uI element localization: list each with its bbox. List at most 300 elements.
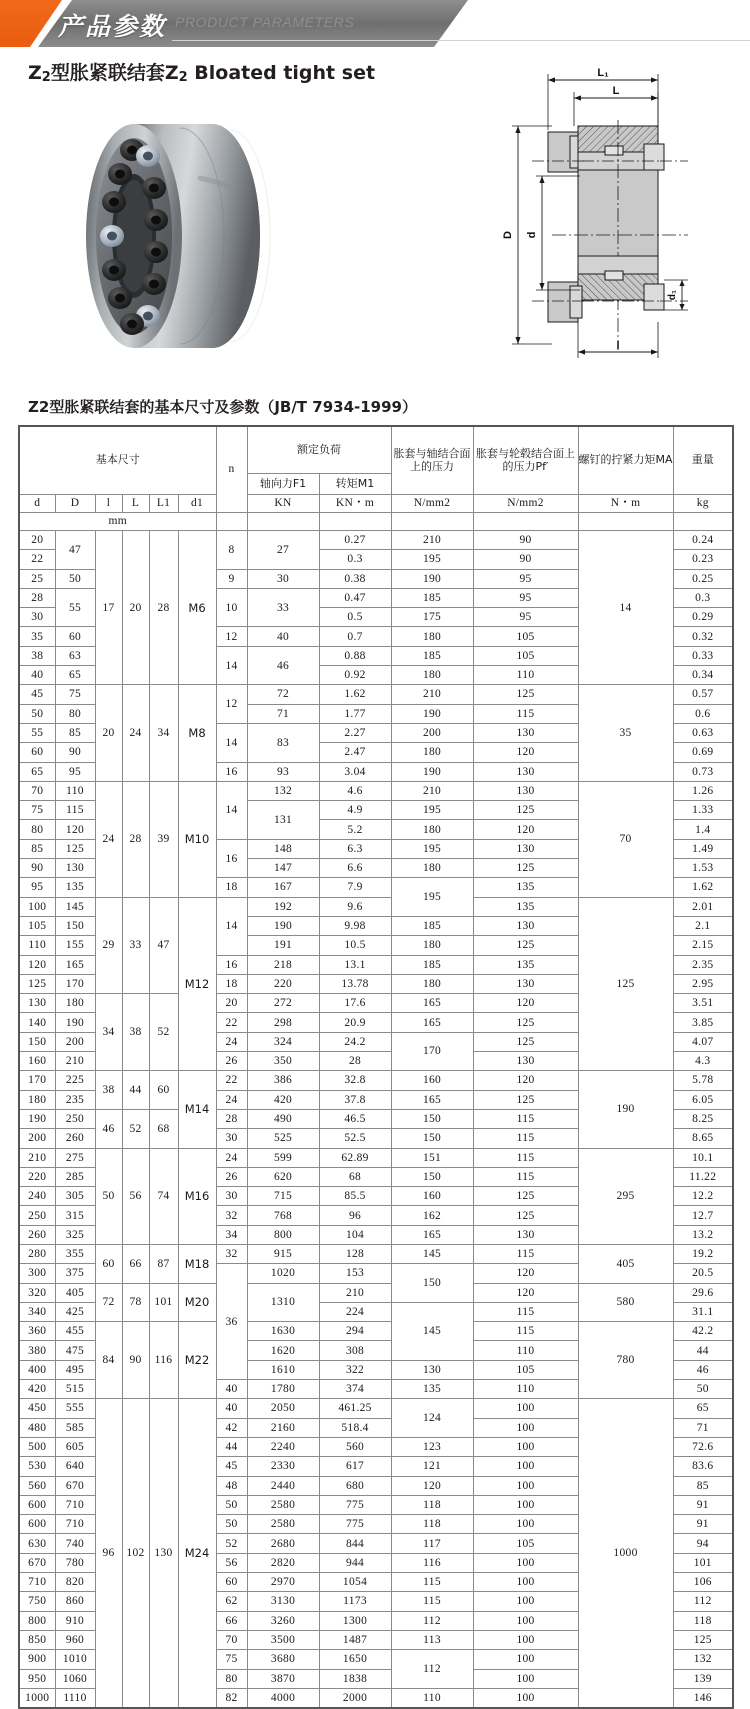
cell-m1: 461.25: [319, 1399, 391, 1418]
cell-m1: 128: [319, 1244, 391, 1263]
cell-w: 85: [673, 1476, 733, 1495]
cell-l1: 116: [149, 1322, 178, 1399]
cell-n: 50: [216, 1515, 247, 1534]
cell-w: 106: [673, 1573, 733, 1592]
cell-pf: 100: [473, 1457, 578, 1476]
cell-l: 38: [122, 994, 149, 1071]
cell-pf: 115: [473, 1322, 578, 1341]
cell-n: 14: [216, 897, 247, 955]
cell-pf: 100: [473, 1495, 578, 1514]
cell-n: 32: [216, 1206, 247, 1225]
cell-d: 70: [19, 781, 55, 800]
cell-n: 60: [216, 1573, 247, 1592]
cell-l: 46: [95, 1109, 122, 1148]
cell-d: 800: [19, 1611, 55, 1630]
cell-w: 1.62: [673, 878, 733, 897]
cell-d: 45: [19, 685, 55, 704]
th-sym-d1: d1: [178, 495, 216, 513]
cell-p: 113: [391, 1630, 473, 1649]
cell-m1: 6.3: [319, 839, 391, 858]
cell-d: 22: [19, 550, 55, 569]
cell-n: 22: [216, 1071, 247, 1090]
cell-f1: 71: [247, 704, 319, 723]
th-unit-nm: N・m: [578, 495, 673, 513]
cell-m1: 52.5: [319, 1129, 391, 1148]
cell-d: 160: [19, 1052, 55, 1071]
cell-n: 14: [216, 646, 247, 685]
cell-l: 90: [122, 1322, 149, 1399]
cell-w: 65: [673, 1399, 733, 1418]
cell-n: 16: [216, 955, 247, 974]
cell-p: 130: [391, 1360, 473, 1379]
cell-w: 20.5: [673, 1264, 733, 1283]
cell-d: 360: [19, 1322, 55, 1341]
cell-pf: 125: [473, 936, 578, 955]
cell-f1: 132: [247, 781, 319, 800]
cell-p: 180: [391, 627, 473, 646]
cell-ma: 1000: [578, 1399, 673, 1708]
cell-p: 116: [391, 1553, 473, 1572]
cell-m1: 518.4: [319, 1418, 391, 1437]
cell-f1: 386: [247, 1071, 319, 1090]
cell-d: 55: [19, 723, 55, 742]
cell-p: 110: [391, 1688, 473, 1708]
th-blank-m1: [319, 513, 391, 531]
cell-d: 950: [19, 1669, 55, 1688]
cell-m1: 294: [319, 1322, 391, 1341]
cell-l: 60: [95, 1244, 122, 1283]
specification-table: [18, 425, 734, 1709]
cell-m1: 32.8: [319, 1071, 391, 1090]
cell-pf: 115: [473, 1109, 578, 1128]
cell-d: 38: [19, 646, 55, 665]
cell-w: 2.95: [673, 974, 733, 993]
cell-d: 220: [19, 1167, 55, 1186]
cell-f1: 2680: [247, 1534, 319, 1553]
cell-d: 475: [55, 1341, 95, 1360]
cell-f1: 2330: [247, 1457, 319, 1476]
cell-d1: M20: [178, 1283, 216, 1322]
cell-l1: 28: [149, 531, 178, 685]
cell-w: 91: [673, 1515, 733, 1534]
cell-d: 820: [55, 1573, 95, 1592]
cell-p: 112: [391, 1611, 473, 1630]
cell-pf: 105: [473, 627, 578, 646]
cell-w: 0.63: [673, 723, 733, 742]
cell-pf: 100: [473, 1437, 578, 1456]
cell-w: 1.53: [673, 859, 733, 878]
cell-n: 70: [216, 1630, 247, 1649]
cell-m1: 28: [319, 1052, 391, 1071]
cell-d: 240: [19, 1187, 55, 1206]
cell-d: 180: [55, 994, 95, 1013]
table-header-row-symbols: [19, 495, 733, 513]
cell-n: 32: [216, 1244, 247, 1263]
cell-p: 118: [391, 1515, 473, 1534]
cell-d: 125: [19, 974, 55, 993]
cell-d: 65: [55, 666, 95, 685]
cell-d: 640: [55, 1457, 95, 1476]
cell-d: 380: [19, 1341, 55, 1360]
product-heading-en-sub: 2: [178, 70, 188, 85]
cell-pf: 130: [473, 762, 578, 781]
cell-p: 118: [391, 1495, 473, 1514]
cell-d: 40: [19, 666, 55, 685]
banner-title-en: PRODUCT PARAMETERS: [175, 14, 355, 30]
cell-pf: 100: [473, 1418, 578, 1437]
cell-f1: 2440: [247, 1476, 319, 1495]
table-header-row-groups: [19, 426, 733, 474]
cell-m1: 85.5: [319, 1187, 391, 1206]
cell-w: 94: [673, 1534, 733, 1553]
cell-f1: 525: [247, 1129, 319, 1148]
th-blank-w: [673, 513, 733, 531]
cell-d: 150: [55, 916, 95, 935]
cell-w: 42.2: [673, 1322, 733, 1341]
th-weight: 重量: [673, 426, 733, 495]
cell-l: 33: [122, 897, 149, 993]
cell-w: 0.24: [673, 531, 733, 550]
th-sym-d: d: [19, 495, 55, 513]
cell-f1: 1610: [247, 1360, 319, 1379]
cell-pf: 115: [473, 1302, 578, 1321]
cell-f1: 715: [247, 1187, 319, 1206]
cell-p: 112: [391, 1650, 473, 1689]
cell-p: 210: [391, 685, 473, 704]
cell-d: 325: [55, 1225, 95, 1244]
th-sym-l: l: [95, 495, 122, 513]
cell-n: 14: [216, 723, 247, 762]
cell-m1: 2000: [319, 1688, 391, 1708]
cell-l: 38: [95, 1071, 122, 1110]
cell-pf: 100: [473, 1476, 578, 1495]
cell-w: 132: [673, 1650, 733, 1669]
cell-pf: 95: [473, 569, 578, 588]
cell-f1: 800: [247, 1225, 319, 1244]
cell-p: 165: [391, 1225, 473, 1244]
cell-f1: 272: [247, 994, 319, 1013]
cell-n: 9: [216, 569, 247, 588]
cell-p: 150: [391, 1167, 473, 1186]
svg-text:d₁: d₁: [667, 289, 678, 301]
cell-l: 24: [95, 781, 122, 897]
cell-f1: 3130: [247, 1592, 319, 1611]
cell-w: 31.1: [673, 1302, 733, 1321]
cell-f1: 490: [247, 1109, 319, 1128]
cell-l: 84: [95, 1322, 122, 1399]
cell-pf: 100: [473, 1669, 578, 1688]
cell-d: 60: [55, 627, 95, 646]
cell-n: 50: [216, 1495, 247, 1514]
cell-d: 105: [19, 916, 55, 935]
svg-text:L₁: L₁: [597, 67, 609, 79]
cell-l: 96: [95, 1399, 122, 1708]
cell-f1: 190: [247, 916, 319, 935]
cell-p: 185: [391, 916, 473, 935]
cell-d: 455: [55, 1322, 95, 1341]
cell-d: 600: [19, 1495, 55, 1514]
cell-l1: 47: [149, 897, 178, 993]
cell-d: 250: [55, 1109, 95, 1128]
cell-d: 300: [19, 1264, 55, 1283]
cell-m1: 0.27: [319, 531, 391, 550]
cell-m1: 20.9: [319, 1013, 391, 1032]
table-head: [19, 426, 733, 531]
cell-d: 130: [55, 859, 95, 878]
cell-n: 30: [216, 1187, 247, 1206]
cell-w: 83.6: [673, 1457, 733, 1476]
cell-n: 20: [216, 994, 247, 1013]
cell-l: 78: [122, 1283, 149, 1322]
cell-d: 320: [19, 1283, 55, 1302]
cell-m1: 9.98: [319, 916, 391, 935]
cell-n: 45: [216, 1457, 247, 1476]
cell-pf: 120: [473, 994, 578, 1013]
cell-m1: 1838: [319, 1669, 391, 1688]
technical-drawing: [492, 58, 750, 378]
cell-m1: 4.9: [319, 801, 391, 820]
cell-l: 72: [95, 1283, 122, 1322]
cell-w: 3.51: [673, 994, 733, 1013]
cell-m1: 680: [319, 1476, 391, 1495]
th-axial-force: 轴向力F1: [247, 474, 319, 495]
cell-w: 146: [673, 1688, 733, 1708]
cell-w: 101: [673, 1553, 733, 1572]
cell-d: 630: [19, 1534, 55, 1553]
cell-d: 235: [55, 1090, 95, 1109]
cell-d: 315: [55, 1206, 95, 1225]
cell-f1: 3500: [247, 1630, 319, 1649]
cell-m1: 6.6: [319, 859, 391, 878]
cell-d: 420: [19, 1380, 55, 1399]
cell-p: 150: [391, 1109, 473, 1128]
cell-w: 8.65: [673, 1129, 733, 1148]
cell-d: 130: [19, 994, 55, 1013]
cell-w: 4.07: [673, 1032, 733, 1051]
table-row: [19, 1071, 733, 1090]
cell-d: 150: [19, 1032, 55, 1051]
cell-d: 400: [19, 1360, 55, 1379]
cell-m1: 0.5: [319, 608, 391, 627]
cell-l: 52: [122, 1109, 149, 1148]
cell-pf: 130: [473, 723, 578, 742]
cell-d: 1010: [55, 1650, 95, 1669]
cell-pf: 100: [473, 1592, 578, 1611]
cell-f1: 1780: [247, 1380, 319, 1399]
cell-f1: 3680: [247, 1650, 319, 1669]
cell-w: 1.33: [673, 801, 733, 820]
table-caption: Z2型胀紧联结套的基本尺寸及参数（JB/T 7934-1999）: [28, 398, 417, 416]
cell-pf: 95: [473, 588, 578, 607]
cell-pf: 125: [473, 1206, 578, 1225]
cell-pf: 135: [473, 955, 578, 974]
banner-divider: [172, 40, 750, 41]
cell-n: 75: [216, 1650, 247, 1669]
cell-m1: 1173: [319, 1592, 391, 1611]
cell-m1: 0.7: [319, 627, 391, 646]
cell-d: 910: [55, 1611, 95, 1630]
cell-n: 24: [216, 1032, 247, 1051]
cell-d: 125: [55, 839, 95, 858]
cell-l: 29: [95, 897, 122, 993]
cell-ma: 580: [578, 1283, 673, 1322]
cell-p: 195: [391, 801, 473, 820]
cell-n: 22: [216, 1013, 247, 1032]
cell-d: 285: [55, 1167, 95, 1186]
cell-d: 100: [19, 897, 55, 916]
cell-pf: 100: [473, 1553, 578, 1572]
cell-p: 165: [391, 1013, 473, 1032]
cell-d: 90: [19, 859, 55, 878]
cell-w: 0.57: [673, 685, 733, 704]
cell-p: 145: [391, 1244, 473, 1263]
cell-p: 170: [391, 1032, 473, 1071]
cell-d: 50: [19, 704, 55, 723]
cell-d: 750: [19, 1592, 55, 1611]
cell-d: 170: [19, 1071, 55, 1090]
cell-d1: M18: [178, 1244, 216, 1283]
cell-f1: 620: [247, 1167, 319, 1186]
cell-w: 2.15: [673, 936, 733, 955]
cell-n: 40: [216, 1399, 247, 1418]
product-photo: [62, 108, 287, 363]
cell-pf: 125: [473, 685, 578, 704]
cell-d1: M14: [178, 1071, 216, 1148]
cell-l1: 130: [149, 1399, 178, 1708]
cell-f1: 220: [247, 974, 319, 993]
cell-f1: 147: [247, 859, 319, 878]
th-unit-nmm2-a: N/mm2: [391, 495, 473, 513]
cell-d: 210: [19, 1148, 55, 1167]
cell-w: 44: [673, 1341, 733, 1360]
cell-d: 515: [55, 1380, 95, 1399]
cell-d1: M10: [178, 781, 216, 897]
cell-w: 0.3: [673, 588, 733, 607]
cell-d1: M12: [178, 897, 216, 1071]
cell-m1: 1.77: [319, 704, 391, 723]
cell-l1: 39: [149, 781, 178, 897]
cell-pf: 120: [473, 820, 578, 839]
cell-l: 20: [122, 531, 149, 685]
cell-p: 195: [391, 839, 473, 858]
table-row: [19, 531, 733, 550]
cell-w: 19.2: [673, 1244, 733, 1263]
cell-f1: 2240: [247, 1437, 319, 1456]
cell-w: 0.34: [673, 666, 733, 685]
cell-n: 40: [216, 1380, 247, 1399]
cell-w: 2.01: [673, 897, 733, 916]
product-heading-en: Z: [164, 62, 179, 84]
cell-p: 115: [391, 1573, 473, 1592]
cell-w: 2.35: [673, 955, 733, 974]
th-screw-torque: 螺钉的拧紧力矩MA: [578, 426, 673, 495]
svg-text:L: L: [612, 85, 620, 97]
th-unit-nmm2-b: N/mm2: [473, 495, 578, 513]
cell-f1: 2580: [247, 1495, 319, 1514]
cell-ma: 14: [578, 531, 673, 685]
cell-d1: M6: [178, 531, 216, 685]
cell-d: 710: [19, 1573, 55, 1592]
cell-pf: 90: [473, 531, 578, 550]
cell-ma: 405: [578, 1244, 673, 1283]
cell-l1: 34: [149, 685, 178, 781]
cell-f1: 218: [247, 955, 319, 974]
cell-d: 155: [55, 936, 95, 955]
cell-pf: 125: [473, 1090, 578, 1109]
cell-d: 495: [55, 1360, 95, 1379]
cell-m1: 24.2: [319, 1032, 391, 1051]
cell-d: 55: [55, 588, 95, 627]
cell-n: 18: [216, 974, 247, 993]
cell-w: 12.7: [673, 1206, 733, 1225]
cell-m1: 210: [319, 1283, 391, 1302]
cell-p: 160: [391, 1071, 473, 1090]
cell-d: 95: [55, 762, 95, 781]
cell-d: 530: [19, 1457, 55, 1476]
cell-ma: 35: [578, 685, 673, 781]
cell-f1: 131: [247, 801, 319, 840]
cell-d: 260: [19, 1225, 55, 1244]
cell-w: 0.29: [673, 608, 733, 627]
cell-d: 190: [19, 1109, 55, 1128]
cell-l1: 52: [149, 994, 178, 1071]
cell-pf: 95: [473, 608, 578, 627]
cell-d1: M22: [178, 1322, 216, 1399]
cell-d1: M16: [178, 1148, 216, 1244]
cell-l1: 74: [149, 1148, 178, 1244]
cell-m1: 13.1: [319, 955, 391, 974]
cell-d: 405: [55, 1283, 95, 1302]
cell-pf: 115: [473, 1167, 578, 1186]
cell-pf: 110: [473, 1380, 578, 1399]
th-n: n: [216, 426, 247, 513]
cell-m1: 308: [319, 1341, 391, 1360]
cell-m1: 4.6: [319, 781, 391, 800]
cell-l: 34: [95, 994, 122, 1071]
cell-w: 0.25: [673, 569, 733, 588]
cell-d: 170: [55, 974, 95, 993]
cell-f1: 420: [247, 1090, 319, 1109]
cell-d: 63: [55, 646, 95, 665]
cell-d: 305: [55, 1187, 95, 1206]
cell-w: 13.2: [673, 1225, 733, 1244]
cell-p: 185: [391, 646, 473, 665]
cell-d: 75: [55, 685, 95, 704]
cell-pf: 120: [473, 1283, 578, 1302]
cell-d: 275: [55, 1148, 95, 1167]
cell-m1: 374: [319, 1380, 391, 1399]
cell-p: 185: [391, 588, 473, 607]
cell-p: 165: [391, 1090, 473, 1109]
cell-pf: 100: [473, 1630, 578, 1649]
cell-d: 1060: [55, 1669, 95, 1688]
cell-w: 0.6: [673, 704, 733, 723]
cell-w: 46: [673, 1360, 733, 1379]
product-heading-prefix: Z: [28, 62, 42, 84]
cell-m1: 0.92: [319, 666, 391, 685]
cell-d: 75: [19, 801, 55, 820]
cell-l: 20: [95, 685, 122, 781]
cell-d: 480: [19, 1418, 55, 1437]
cell-w: 72.6: [673, 1437, 733, 1456]
cell-w: 1.4: [673, 820, 733, 839]
cell-pf: 100: [473, 1573, 578, 1592]
cell-d: 145: [55, 897, 95, 916]
cell-n: 28: [216, 1109, 247, 1128]
cell-p: 145: [391, 1302, 473, 1360]
cell-w: 6.05: [673, 1090, 733, 1109]
cell-m1: 9.6: [319, 897, 391, 916]
